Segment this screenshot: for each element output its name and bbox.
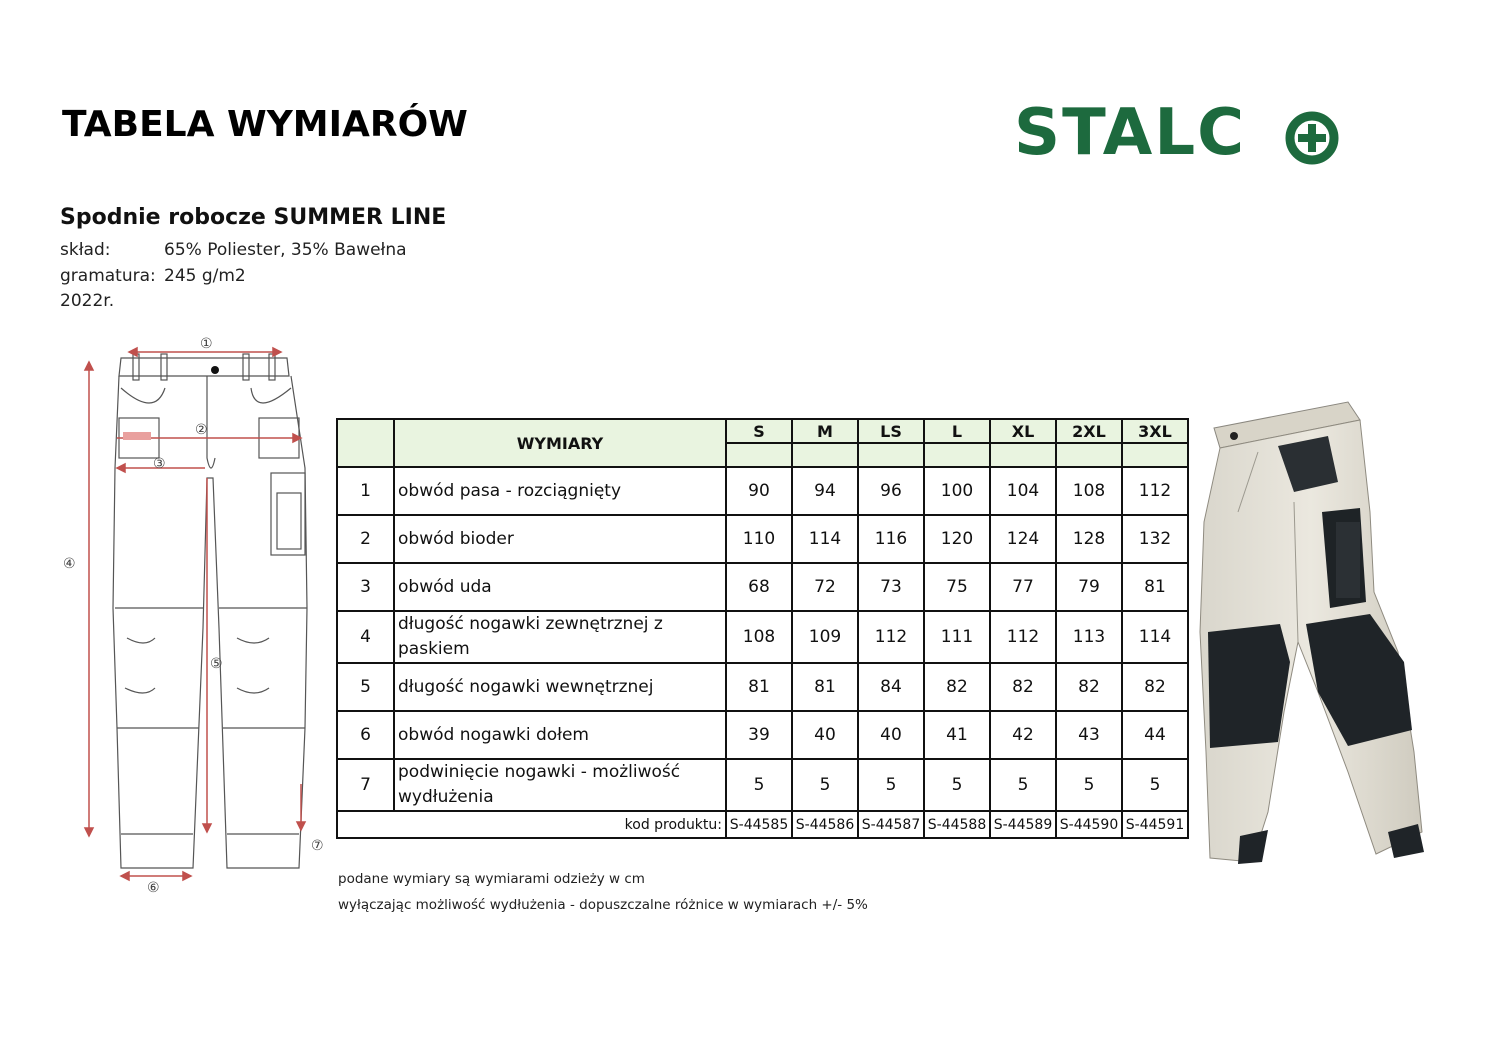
row-number: 5 (337, 663, 394, 711)
size-value: 75 (924, 563, 990, 611)
circle-plus-icon (1284, 110, 1340, 166)
size-subheader (792, 443, 858, 467)
product-code: S-44589 (990, 811, 1056, 838)
size-value: 94 (792, 467, 858, 515)
size-value: 73 (858, 563, 924, 611)
size-value: 82 (1056, 663, 1122, 711)
row-description: obwód pasa - rozciągnięty (394, 467, 726, 515)
size-value: 82 (990, 663, 1056, 711)
row-description: podwinięcie nogawki - możliwość wydłużenia (394, 759, 726, 811)
product-code: S-44591 (1122, 811, 1188, 838)
product-code: S-44590 (1056, 811, 1122, 838)
weight-label: gramatura: (60, 266, 156, 286)
marker-6: ⑥ (147, 880, 160, 896)
table-row (337, 611, 1188, 663)
table-row (337, 663, 1188, 711)
size-value: 109 (792, 611, 858, 663)
size-subheader (726, 443, 792, 467)
marker-2: ② (195, 422, 208, 438)
row-description: obwód bioder (394, 515, 726, 563)
row-description: długość nogawki zewnętrznej z paskiem (394, 611, 726, 663)
table-row (337, 515, 1188, 563)
size-value: 79 (1056, 563, 1122, 611)
composition-value: 65% Poliester, 35% Bawełna (164, 240, 407, 260)
size-value: 5 (792, 759, 858, 811)
size-value: 81 (1122, 563, 1188, 611)
size-value: 82 (924, 663, 990, 711)
size-value: 124 (990, 515, 1056, 563)
table-row (337, 711, 1188, 759)
size-value: 42 (990, 711, 1056, 759)
size-value: 81 (792, 663, 858, 711)
size-value: 112 (1122, 467, 1188, 515)
size-value: 112 (858, 611, 924, 663)
size-value: 5 (1056, 759, 1122, 811)
row-number: 1 (337, 467, 394, 515)
size-subheader (858, 443, 924, 467)
size-value: 39 (726, 711, 792, 759)
note-tolerance: wyłączając możliwość wydłużenia - dopuszczalne różnice w wymiarach +/- 5% (338, 897, 868, 913)
size-value: 41 (924, 711, 990, 759)
row-description: obwód nogawki dołem (394, 711, 726, 759)
size-value: 96 (858, 467, 924, 515)
size-value: 72 (792, 563, 858, 611)
trousers-measurement-diagram (55, 328, 335, 898)
marker-4: ④ (63, 556, 76, 572)
size-value: 100 (924, 467, 990, 515)
marker-5: ⑤ (210, 656, 223, 672)
spec-composition (60, 240, 407, 260)
marker-3: ③ (153, 456, 166, 472)
size-header: S (726, 419, 792, 443)
size-value: 40 (792, 711, 858, 759)
size-value: 5 (1122, 759, 1188, 811)
page-title: TABELA WYMIARÓW (62, 104, 468, 145)
size-value: 113 (1056, 611, 1122, 663)
size-value: 68 (726, 563, 792, 611)
size-value: 5 (726, 759, 792, 811)
size-subheader (990, 443, 1056, 467)
size-value: 114 (1122, 611, 1188, 663)
size-value: 77 (990, 563, 1056, 611)
size-value: 120 (924, 515, 990, 563)
row-number: 7 (337, 759, 394, 811)
size-header: LS (858, 419, 924, 443)
header-num-cell (337, 419, 394, 467)
size-value: 84 (858, 663, 924, 711)
work-trousers-photo (1198, 392, 1434, 868)
size-value: 108 (726, 611, 792, 663)
logo-text: STALC (1014, 96, 1247, 170)
row-number: 2 (337, 515, 394, 563)
size-value: 81 (726, 663, 792, 711)
spec-weight (60, 266, 246, 286)
weight-value: 245 g/m2 (164, 266, 246, 286)
product-code: S-44586 (792, 811, 858, 838)
size-value: 132 (1122, 515, 1188, 563)
product-name: Spodnie robocze SUMMER LINE (60, 205, 447, 230)
size-table (336, 418, 1189, 839)
marker-1: ① (200, 336, 213, 352)
size-header: M (792, 419, 858, 443)
size-value: 114 (792, 515, 858, 563)
size-header: XL (990, 419, 1056, 443)
size-value: 5 (990, 759, 1056, 811)
table-row (337, 563, 1188, 611)
table-row (337, 467, 1188, 515)
product-code-label: kod produktu: (337, 811, 726, 838)
size-value: 40 (858, 711, 924, 759)
size-value: 5 (924, 759, 990, 811)
size-header: L (924, 419, 990, 443)
size-value: 128 (1056, 515, 1122, 563)
size-header: 2XL (1056, 419, 1122, 443)
size-value: 108 (1056, 467, 1122, 515)
size-value: 82 (1122, 663, 1188, 711)
product-code: S-44587 (858, 811, 924, 838)
size-value: 43 (1056, 711, 1122, 759)
size-value: 112 (990, 611, 1056, 663)
size-value: 90 (726, 467, 792, 515)
table-row (337, 759, 1188, 811)
size-value: 116 (858, 515, 924, 563)
size-subheader (1056, 443, 1122, 467)
product-code: S-44585 (726, 811, 792, 838)
note-units: podane wymiary są wymiarami odzieży w cm (338, 871, 645, 887)
size-value: 5 (858, 759, 924, 811)
product-code: S-44588 (924, 811, 990, 838)
row-description: obwód uda (394, 563, 726, 611)
size-subheader (1122, 443, 1188, 467)
spec-year: 2022r. (60, 291, 115, 311)
size-value: 44 (1122, 711, 1188, 759)
product-code-row (337, 811, 1188, 838)
size-value: 104 (990, 467, 1056, 515)
size-value: 111 (924, 611, 990, 663)
size-subheader (924, 443, 990, 467)
row-number: 3 (337, 563, 394, 611)
header-dimensions: WYMIARY (394, 419, 726, 467)
marker-7: ⑦ (311, 838, 324, 854)
composition-label: skład: (60, 240, 111, 260)
row-number: 6 (337, 711, 394, 759)
size-header: 3XL (1122, 419, 1188, 443)
size-value: 110 (726, 515, 792, 563)
stalco-logo (1014, 96, 1340, 170)
row-description: długość nogawki wewnętrznej (394, 663, 726, 711)
row-number: 4 (337, 611, 394, 663)
